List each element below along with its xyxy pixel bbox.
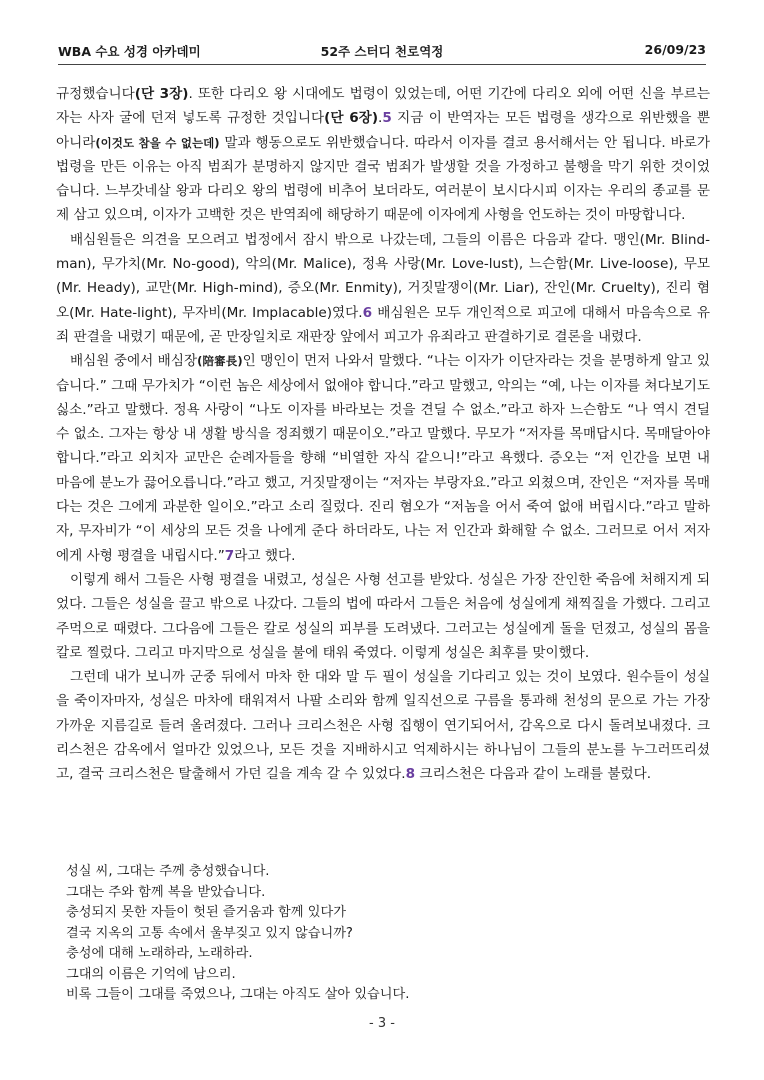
paragraph-text: 인 맹인이 먼저 나와서 말했다. “나는 이자가 이단자라는 것을 분명하게 알고 있습니다.” 그때 무가치가 “이런 놈은 세상에서 없애야 합니다.”라고 말했고, 악의는 “예, 나는 이자를 쳐다보기도 싫소.”라고 말했다. 정욕 사랑이 “나도 이자를 바라보는 것을 견딜 수 없소.”라고 하자 느슨함도 “나 역시 견딜 수 없소. 그자는 항상 내 생활 방식을 정죄했기 때문이오.”라고 말했다. 무모가 “저자를 목매답시다. 목매달아야 합니다.”라고 외치자 교만은 순례자들을 향해 “비열한 자식 같으니!”라고 욕했다. 증오는 “저 인간을 보면 내 마음에 분노가 끓어오릅니다.”라고 했고, 거짓말쟁이는 “저자는 부랑자요.”라고 외쳤으며, 잔인은 “저자를 목매다는 것은 그에게 과분한 일이오.”라고 소리 질렀다. 진리 혐오가 “저놈을 어서 죽여 없애 버립시다.”라고 말하자, 무자비가 “이 세상의 모든 것을 나에게 준다 하더라도, 나는 저 인간과 화해할 수 없소. 그러므로 어서 저자에게 사형 평결을 내립시다.”: [56, 353, 711, 564]
paragraph-text: 지금 이 반역자는 모든 법령을 생각으로 위반했을 뿐 아니라: [56, 110, 710, 151]
page-number: - 3 -: [369, 1016, 395, 1031]
paragraph-text: 라고 했다.: [234, 547, 296, 564]
paragraph-text: 말과 행동으로도 위반했습니다. 따라서 이자를 결코 용서해서는 안 됩니다. 바로가 법령을 만든 이유는 아직 범죄가 분명하지 않지만 결국 범죄가 발생할 것을 가정하고 불행을 막기 위한 것이었습니다. 느부갓네살 왕과 다리오 왕의 법령에 비추어 보더라도, 여러분이 보시다시피 이자는 우리의 종교를 문제 삼고 있으며, 이자가 고백한 것은 반역죄에 해당하기 때문에 이자에게 사형을 언도하는 것이 마땅합니다.: [56, 134, 710, 224]
body-paragraph: [56, 665, 710, 786]
bible-reference: (단 3장): [134, 86, 189, 102]
document-body: [56, 82, 710, 787]
page-header: [58, 42, 706, 64]
paragraph-text: 규정했습니다: [56, 86, 135, 102]
verse-line: 그대의 이름은 기억에 남으리.: [66, 966, 236, 982]
paragraph-text: 배심원은 모두 개인적으로 피고에 대해서 마음속으로 유죄 판결을 내렸기 때문에, 곧 만장일치로 재판장 앞에서 피고가 유죄라고 판결하기로 결론을 내렸다.: [56, 304, 710, 345]
paragraph-text: 이렇게 해서 그들은 사형 평결을 내렸고, 성실은 사형 선고를 받았다. 성실은 가장 잔인한 죽음에 처해지게 되었다. 그들은 성실을 끌고 밖으로 나갔다. 그들의 법에 따라서 그들은 처음에 성실에게 채찍질을 가했다. 그리고 주먹으로 때렸다. 그다음에 그들은 칼로 성실의 피부를 도려냈다. 그러고는 성실에게 돌을 던졌고, 성실의 몸을 칼로 찔렀다. 그리고 마지막으로 성실을 불에 태워 죽였다. 이렇게 성실은 최후를 맞이했다.: [56, 571, 710, 661]
song-verse: [66, 862, 409, 1006]
verse-line: 성실 씨, 그대는 주께 충성했습니다.: [66, 864, 270, 879]
header-date: 26/09/23: [644, 42, 706, 57]
bible-reference: (단 6장): [324, 110, 379, 127]
paragraph-text: 그런데 내가 보니까 군중 뒤에서 마차 한 대와 말 두 필이 성실을 기다리고 있는 것이 보였다. 원수들이 성실을 죽이자마자, 성실은 마차에 태워져서 나팔 소리와 함께 일직선으로 구름을 통과해 천성의 문으로 가는 가장 가까운 지름길로 들려 올려졌다. 그러나 크리스천은 사형 집행이 연기되어서, 감옥으로 다시 돌려보내졌다. 크리스천은 감옥에서 얼마간 있었으나, 모든 것을 지배하시고 억제하시는 하나님이 그들의 분노를 누그러뜨리셨고, 결국 크리스천은 탈출해서 가던 길을 계속 갈 수 있었다.: [56, 669, 710, 783]
body-paragraph: [56, 568, 710, 665]
verse-line: 충성되지 못한 자들이 헛된 즐거움과 함께 있다가: [66, 905, 346, 920]
verse-line: 충성에 대해 노래하라, 노래하라.: [66, 946, 253, 961]
paragraph-text: 배심원 중에서 배심장: [70, 353, 198, 370]
body-paragraph: [56, 82, 710, 228]
bible-reference: (이것도 참을 수 없는데): [95, 135, 220, 150]
header-study-title: 52주 스터디 천로역정: [320, 44, 444, 59]
footnote-marker: 5: [382, 110, 392, 127]
footnote-marker: 8: [405, 766, 416, 783]
body-paragraph: [56, 349, 710, 568]
paragraph-text: . 또한 다리오 왕 시대에도 법령이 있었는데, 어떤 기간에 다리오 외에 어떤 신을 부르는 자는 사자 굴에 던져 넣도록 규정한 것입니다: [56, 86, 710, 127]
paragraph-text: 배심원들은 의견을 모으려고 법정에서 잠시 밖으로 나갔는데, 그들의 이름은 다음과 같다. 맹인(Mr. Blind-man), 무가치(Mr. No-good), 악의(Mr. Malice), 정욕 사랑(Mr. Love-lust), 느슨함(Mr. Live-loose), 무모(Mr. Heady), 교만(Mr. High-mind), 증오(Mr. Enmity), 거짓말쟁이(Mr. Liar), 잔인(Mr. Cruelty), 진리 혐오(Mr. Hate-light), 무자비(Mr. Implacable)였다.: [56, 231, 710, 321]
verse-line: 결국 지옥의 고통 속에서 울부짖고 있지 않습니까?: [66, 925, 353, 941]
body-paragraph: [56, 228, 710, 349]
verse-line: 비록 그들이 그대를 죽였으나, 그대는 아직도 살아 있습니다.: [66, 987, 410, 1002]
footnote-marker: 7: [224, 547, 235, 564]
header-divider: [58, 64, 706, 65]
footnote-marker: 6: [362, 304, 373, 321]
bible-reference: (陪審長): [197, 354, 243, 369]
paragraph-text: .: [378, 110, 383, 127]
header-academy-name: WBA 수요 성경 아카데미: [58, 44, 201, 59]
verse-line: 그대는 주와 함께 복을 받았습니다.: [66, 884, 266, 900]
paragraph-text: 크리스천은 다음과 같이 노래를 불렀다.: [415, 766, 652, 783]
